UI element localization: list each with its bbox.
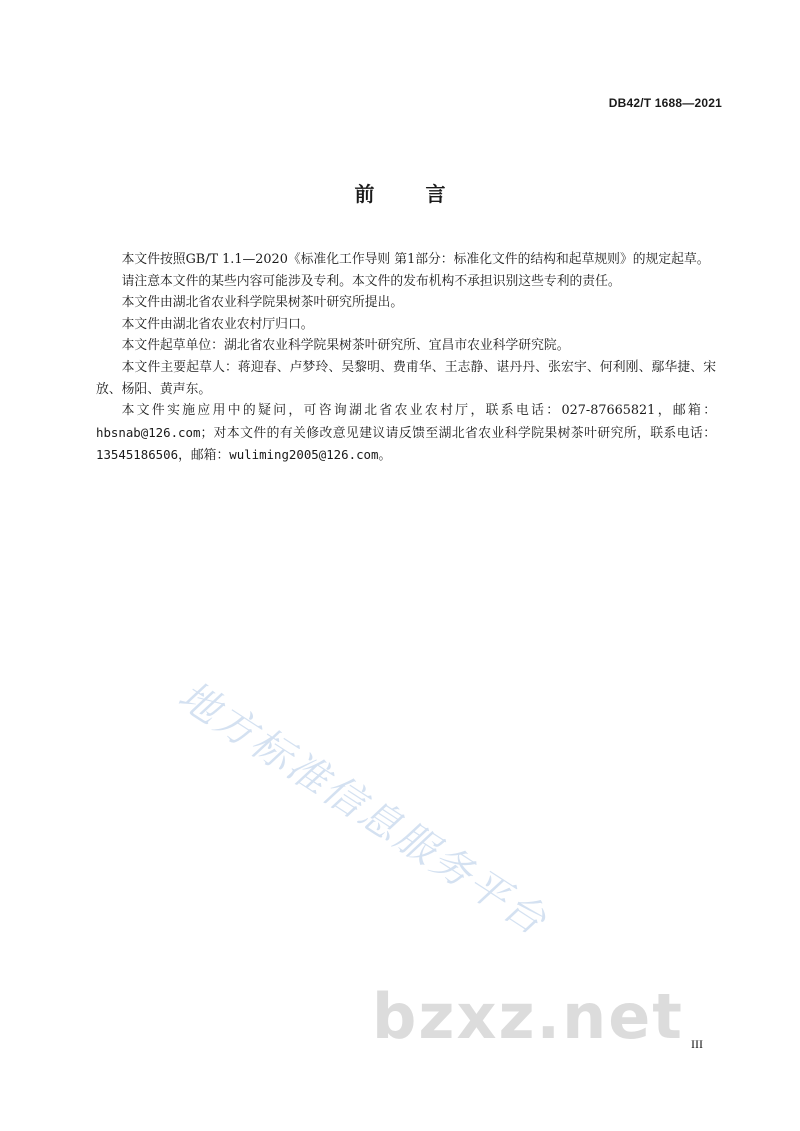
contact-phone-2: 13545186506: [96, 447, 179, 463]
contact-text-2: ；对本文件的有关修改意见建议请反馈至湖北省农业科学院果树茶叶研究所，联系电话：: [200, 425, 716, 441]
paragraph-administrator: 本文件由湖北省农业农村厅归口。: [121, 316, 314, 332]
paragraph-contact: [96, 400, 716, 467]
contact-email-2: wuliming2005@126.com: [229, 447, 379, 463]
page-number: III: [691, 1037, 703, 1051]
paragraph-drafters: 本文件主要起草人：蒋迎春、卢梦玲、吴黎明、费甫华、王志静、谌丹丹、张宏宇、何利刚、鄢华捷、宋放、杨阳、黄声东。: [96, 359, 716, 397]
document-code: DB42/T 1688—2021: [608, 96, 722, 110]
paragraph-drafting-units: 本文件起草单位：湖北省农业科学院果树茶叶研究所、宜昌市农业科学研究院。: [121, 338, 570, 354]
paragraph-patent-notice: 请注意本文件的某些内容可能涉及专利。本文件的发布机构不承担识别这些专利的责任。: [121, 273, 621, 289]
contact-text-3: ，邮箱：: [178, 448, 230, 464]
contact-text-1: 本文件实施应用中的疑问，可咨询湖北省农业农村厅，联系电话：027-87665821，邮箱：: [121, 403, 716, 419]
paragraph-proposer: 本文件由湖北省农业科学院果树茶叶研究所提出。: [121, 295, 404, 311]
contact-text-4: 。: [378, 448, 392, 464]
paragraph-standard-basis: 本文件按照GB/T 1.1—2020《标准化工作导则 第1部分：标准化文件的结构和起草规则》的规定起草。: [121, 252, 710, 267]
page-title: 前 言: [354, 182, 468, 206]
platform-watermark: 地方标准信息服务平台: [170, 672, 556, 946]
site-watermark: bzxz.net: [372, 980, 684, 1053]
contact-email-1: hbsnab@126.com: [96, 424, 201, 440]
foreword-body: [96, 249, 716, 467]
